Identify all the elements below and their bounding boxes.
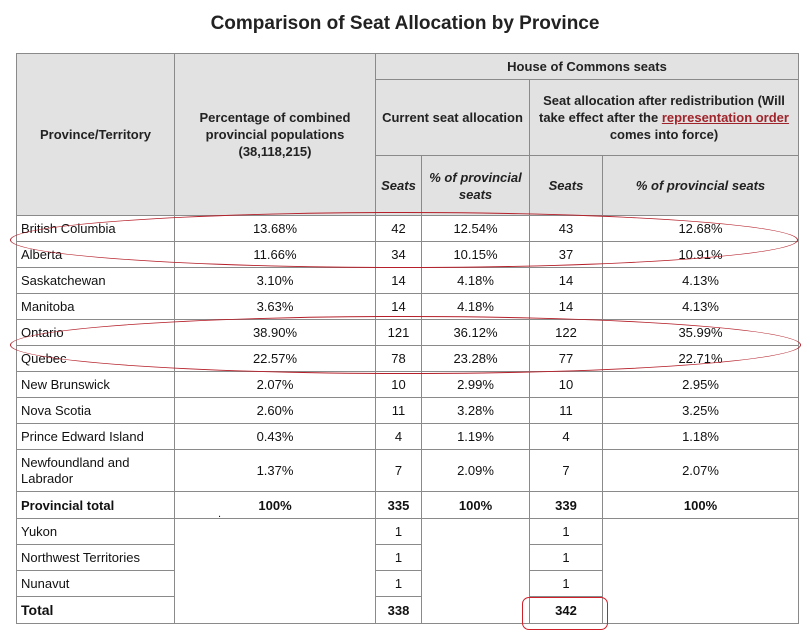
new-seat-pct: 4.13% [603,294,799,320]
current-seat-pct: 23.28% [422,346,530,372]
population-pct: 3.10% [175,268,376,294]
new-seats: 77 [530,346,603,372]
current-seat-pct: 4.18% [422,268,530,294]
current-seats: 14 [376,268,422,294]
current-seat-pct: 12.54% [422,216,530,242]
current-seat-pct: 10.15% [422,242,530,268]
table-row [17,372,799,398]
new-seats: 10 [530,372,603,398]
new-seats: 7 [530,450,603,492]
province-name: Newfoundland and Labrador [17,450,175,492]
province-name: Saskatchewan [17,268,175,294]
header-seats-current: Seats [376,156,422,216]
current-seats: 1 [376,545,422,571]
territory-name: Nunavut [17,571,175,597]
page-title: Comparison of Seat Allocation by Province [210,13,600,34]
new-seat-pct: 10.91% [603,242,799,268]
territory-name: Northwest Territories [17,545,175,571]
header-pct-after: % of provincial seats [603,156,799,216]
current-seats: 10 [376,372,422,398]
province-name: Alberta [17,242,175,268]
empty-cell [175,519,376,624]
new-seats: 1 [530,545,603,571]
new-seats: 14 [530,268,603,294]
current-seat-pct: 4.18% [422,294,530,320]
new-seat-pct: 35.99% [603,320,799,346]
header-seats-after: Seats [530,156,603,216]
current-seats: 1 [376,519,422,545]
province-name: New Brunswick [17,372,175,398]
territory-name: Yukon [17,519,175,545]
population-pct: 11.66% [175,242,376,268]
table-row [17,268,799,294]
provincial-total-current-seats: 335 [376,492,422,519]
province-name: Nova Scotia [17,398,175,424]
new-seats: 37 [530,242,603,268]
new-seats: 11 [530,398,603,424]
header-province: Province/Territory [17,54,175,216]
provincial-total-row [17,492,799,519]
total-new-seats: 342 [530,597,603,624]
province-name: Quebec [17,346,175,372]
table-row [17,294,799,320]
table-row [17,346,799,372]
representation-order-link[interactable]: representation order [661,110,789,125]
population-pct: 22.57% [175,346,376,372]
empty-cell [603,519,799,624]
new-seat-pct: 4.13% [603,268,799,294]
new-seats: 43 [530,216,603,242]
current-seats: 42 [376,216,422,242]
provincial-total-label: Provincial total [17,492,175,519]
province-name: British Columbia [17,216,175,242]
province-name: Manitoba [17,294,175,320]
current-seat-pct: 1.19% [422,424,530,450]
new-seats: 4 [530,424,603,450]
population-pct: 2.60% [175,398,376,424]
current-seats: 34 [376,242,422,268]
population-pct: 38.90% [175,320,376,346]
current-seats: 121 [376,320,422,346]
provincial-total-new-pct: 100% [603,492,799,519]
table-row [17,424,799,450]
header-pct-current: % of provincial seats [422,156,530,216]
current-seats: 7 [376,450,422,492]
header-after-text-pre: Seat allocation after redistribution (Will take effect after the [539,93,785,125]
header-current-allocation: Current seat allocation [376,80,530,156]
population-pct: 2.07% [175,372,376,398]
new-seats: 1 [530,571,603,597]
new-seats: 122 [530,320,603,346]
table-row [17,519,799,545]
header-percentage: Percentage of combined provincial populations (38,118,215) [175,54,376,216]
table-row [17,320,799,346]
new-seat-pct: 2.07% [603,450,799,492]
population-pct: 1.37% [175,450,376,492]
table-row [17,398,799,424]
new-seat-pct: 12.68% [603,216,799,242]
table-row [17,450,799,492]
new-seats: 1 [530,519,603,545]
header-after-text-post: comes into force) [609,127,719,142]
population-pct: 13.68% [175,216,376,242]
new-seat-pct: 2.95% [603,372,799,398]
new-seat-pct: 3.25% [603,398,799,424]
provincial-total-current-pct: 100% [422,492,530,519]
current-seats: 4 [376,424,422,450]
seat-allocation-table [16,53,799,624]
current-seats: 78 [376,346,422,372]
new-seats: 14 [530,294,603,320]
population-pct: 0.43% [175,424,376,450]
header-after-redistribution [530,80,799,156]
current-seat-pct: 36.12% [422,320,530,346]
current-seat-pct: 2.99% [422,372,530,398]
new-seat-pct: 1.18% [603,424,799,450]
province-name: Ontario [17,320,175,346]
provincial-total-pct: 100% [175,492,376,519]
table-row [17,242,799,268]
current-seat-pct: 2.09% [422,450,530,492]
total-current-seats: 338 [376,597,422,624]
total-label: Total [17,597,175,624]
provincial-total-new-seats: 339 [530,492,603,519]
current-seat-pct: 3.28% [422,398,530,424]
population-pct: 3.63% [175,294,376,320]
table-row [17,216,799,242]
new-seat-pct: 22.71% [603,346,799,372]
stray-dot: . [218,508,222,520]
current-seats: 11 [376,398,422,424]
current-seats: 14 [376,294,422,320]
province-name: Prince Edward Island [17,424,175,450]
empty-cell [422,519,530,624]
current-seats: 1 [376,571,422,597]
header-house-of-commons: House of Commons seats [376,54,799,80]
